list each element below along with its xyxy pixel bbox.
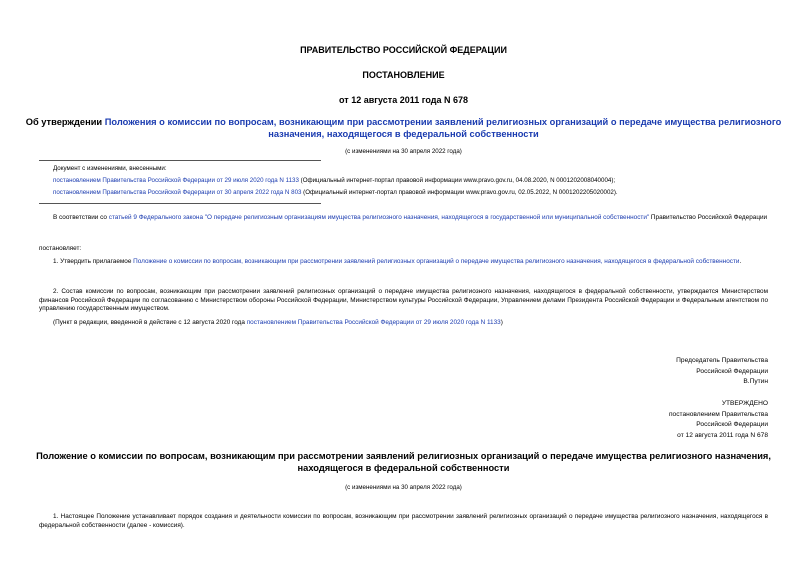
divider-top — [39, 160, 321, 161]
signature-name: В.Путин — [743, 378, 768, 386]
preamble-lead: В соответствии со — [53, 214, 109, 221]
item-1-tail: . — [739, 258, 742, 265]
item-2-note-tail: ) — [500, 319, 503, 326]
preamble-tail: Правительство Российской Федерации — [649, 214, 768, 221]
title-link-part2[interactable]: назначения, находящегося в федеральной собственности — [268, 129, 539, 139]
signature-block — [676, 356, 768, 388]
document-date: от 12 августа 2011 года N 678 — [339, 95, 468, 105]
item-2-note-lead: (Пункт в редакции, введенной в действие с 12 августа 2020 года — [53, 319, 247, 326]
amendment-link-1[interactable]: постановлением Правительства Российской Федерации от 29 июля 2020 года N 1133 — [53, 177, 299, 184]
regulation-title-line2: находящегося в федеральной собственности — [297, 463, 510, 473]
title-link-part1[interactable]: Положения о комиссии по вопросам, возникающим при рассмотрении заявлений религиозных организаций о передаче имущества религиозного — [104, 117, 782, 127]
amendment-item — [53, 177, 773, 185]
regulation-changes-note: (с изменениями на 30 апреля 2022 года) — [345, 484, 462, 491]
amendments-heading: Документ с изменениями, внесенными: — [53, 165, 167, 172]
item-2-note — [53, 319, 768, 328]
item-2-paragraph: 2. Состав комиссии по вопросам, возникающим при рассмотрении заявлений религиозных организаций о передаче имущества религиозного назначения, находящегося в федеральной собственности, утверждается Министерством финансов Российской Федерации по согласованию с Министерством обороны Российской Федерации, Министерством культуры Российской Федерации, Управлением делами Президента Российской Федерации и Федеральным агентством по управлению государственным имуществом. — [39, 288, 768, 313]
document-title — [0, 116, 807, 140]
preamble-paragraph — [39, 214, 768, 223]
regulation-paragraph-1: 1. Настоящее Положение устанавливает порядок создания и деятельности комиссии по вопросам, возникающим при рассмотрении заявлений религиозных организаций о передаче имущества религиозного назначения, находящегося в федеральной собственности (далее - комиссия). — [39, 513, 768, 529]
document-type: ПОСТАНОВЛЕНИЕ — [362, 70, 445, 80]
approval-stamp-block — [669, 399, 768, 442]
decides-line: постановляет: — [39, 245, 82, 252]
divider-bottom — [39, 203, 321, 204]
amendment-item — [53, 189, 773, 197]
government-header: ПРАВИТЕЛЬСТВО РОССИЙСКОЙ ФЕДЕРАЦИИ — [300, 45, 507, 55]
approved-date: от 12 августа 2011 года N 678 — [677, 432, 768, 440]
approved-heading: УТВЕРЖДЕНО — [721, 400, 768, 407]
title-prefix: Об утверждении — [25, 117, 105, 127]
regulation-title-line1: Положение о комиссии по вопросам, возникающим при рассмотрении заявлений религиозных организаций о передаче имущества религиозного назначения, — [36, 451, 771, 461]
approved-by: постановлением Правительства — [668, 410, 768, 418]
approved-country: Российской Федерации — [696, 421, 768, 429]
regulation-link[interactable]: Положение о комиссии по вопросам, возникающим при рассмотрении заявлений религиозных организаций о передаче имущества религиозного назначения, находящегося в федеральной собственности — [133, 258, 740, 265]
changes-note: (с изменениями на 30 апреля 2022 года) — [345, 148, 462, 155]
amendment-source-1: (Официальный интернет-портал правовой информации www.pravo.gov.ru, 04.08.2020, N 0001202008040004); — [298, 177, 616, 184]
item-2-note-link[interactable]: постановлением Правительства Российской Федерации от 29 июля 2020 года N 1133 — [246, 319, 501, 326]
amendments-block — [53, 165, 773, 197]
federal-law-link[interactable]: статьей 9 Федерального закона "О передаче религиозным организациям имущества религиозного назначения, находящегося в государственной или муниципальной собственности" — [108, 214, 650, 221]
regulation-title — [0, 450, 807, 474]
amendment-source-2: (Официальный интернет-портал правовой информации www.pravo.gov.ru, 02.05.2022, N 0001202205020002). — [301, 189, 618, 196]
document-title-line1 — [0, 116, 807, 128]
item-1-lead: 1. Утвердить прилагаемое — [53, 258, 134, 265]
signature-country: Российской Федерации — [696, 367, 768, 375]
signature-position: Председатель Правительства — [676, 357, 768, 364]
item-1-paragraph — [39, 258, 768, 267]
amendment-link-2[interactable]: постановлением Правительства Российской Федерации от 30 апреля 2022 года N 803 — [53, 189, 302, 196]
